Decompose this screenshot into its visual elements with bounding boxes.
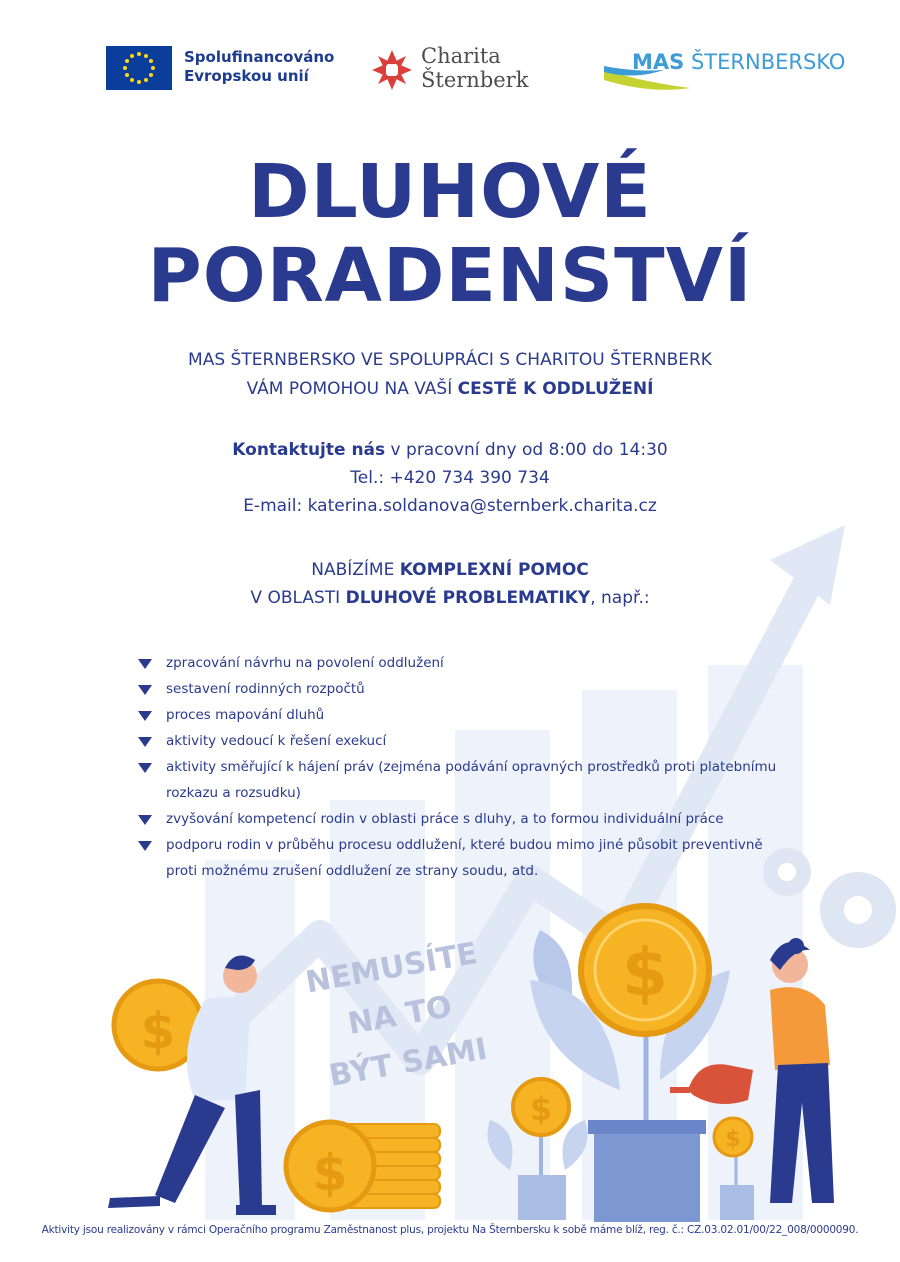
svg-text:$: $ [725,1127,741,1152]
list-item: aktivity směřující k hájení práv (zejména podávání opravných prostředků proti platebnímu rozkazu a rozsudku) [136,754,786,806]
svg-text:$: $ [622,934,668,1011]
diamond-bullet-icon [138,683,152,695]
list-item: sestavení rodinných rozpočtů [136,676,786,702]
list-item: zvyšování kompetencí rodin v oblasti práce s dluhy, a to formou individuální práce [136,806,786,832]
diamond-bullet-icon [138,761,152,773]
list-item: aktivity vedoucí k řešení exekucí [136,728,786,754]
charita-cross-icon [370,48,414,92]
svg-text:$: $ [529,1090,553,1128]
footer-note: Aktivity jsou realizovány v rámci Operačního programu Zaměstnanost plus, projektu Na Šternbersku k sobě máme blíž, reg. č.: CZ.03.02.01/00/22_008/0000090. [41,1224,859,1236]
contact-heading: Kontaktujte nás [232,440,386,460]
list-item: proces mapování dluhů [136,702,786,728]
slogan: NEMUSÍTE NA TO BÝT SAMI [303,935,490,1094]
charita-logo-text: Charita Šternberk [421,44,529,92]
diamond-bullet-icon [138,709,152,721]
diamond-bullet-icon [138,735,152,747]
list-item: zpracování návrhu na povolení oddlužení [136,650,786,676]
contact-block: Kontaktujte nás v pracovní dny od 8:00 do 14:30 Tel.: +420 734 390 734 E-mail: katerina.soldanova@sternberk.charita.cz [0,436,900,520]
contact-email[interactable]: E-mail: katerina.soldanova@sternberk.charita.cz [243,496,657,516]
mas-logo-text: MAS ŠTERNBERSKO [632,50,846,74]
offer-heading: NABÍZÍME KOMPLEXNÍ POMOC V OBLASTI DLUHOVÉ PROBLEMATIKY, např.: [250,560,650,608]
diamond-bullet-icon [138,839,152,851]
svg-text:$: $ [140,1002,176,1060]
diamond-bullet-icon [138,813,152,825]
eu-cofinanced-text: Spolufinancováno Evropskou unií [184,48,335,85]
eu-flag-logo [106,46,172,90]
list-item: podporu rodin v průběhu procesu oddlužení, které budou mimo jiné působit preventivně proti možnému zrušení oddlužení ze strany soudu, atd. [136,832,786,884]
eu-stars-icon [106,46,172,90]
diamond-bullet-icon [138,657,152,669]
svg-text:$: $ [312,1144,348,1202]
services-list [136,650,786,884]
page-title: DLUHOVÉ PORADENSTVÍ [147,149,753,319]
contact-phone[interactable]: Tel.: +420 734 390 734 [350,468,550,488]
intro-text: MAS ŠTERNBERSKO VE SPOLUPRÁCI S CHARITOU ŠTERNBERK VÁM POMOHOU NA VAŠÍ CESTĚ K ODDLUŽENÍ [188,350,712,399]
